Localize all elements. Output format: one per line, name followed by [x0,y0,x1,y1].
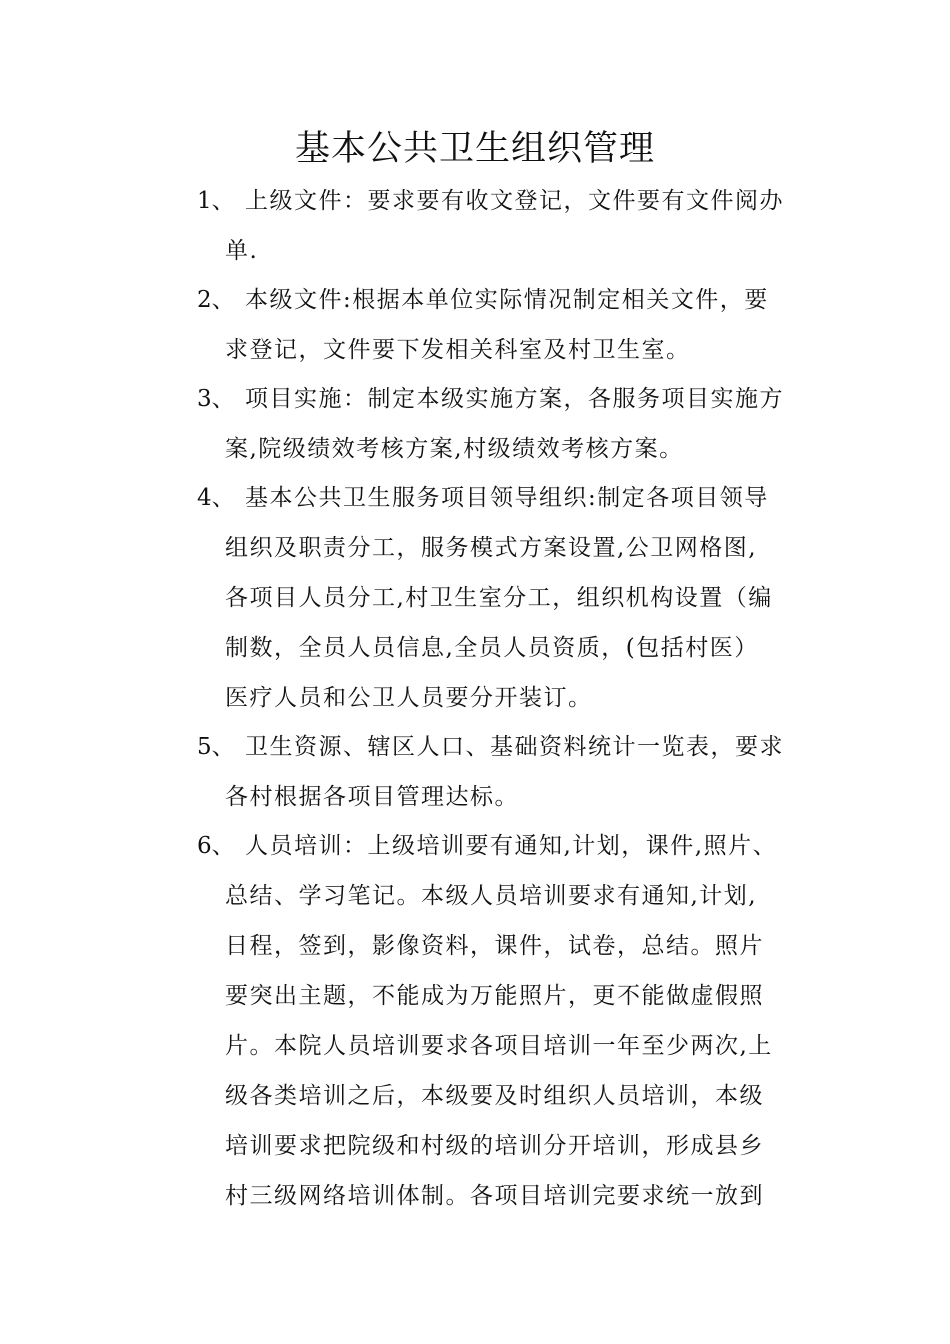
item-text-line: 要突出主题，不能成为万能照片，更不能做虚假照 [225,983,764,1009]
item-text-line: 制数，全员人员信息,全员人员资质，(包括村医） [225,635,759,661]
item-number: 1、 [197,188,235,214]
item-number: 6、 [197,833,235,859]
item-text-line: 上级文件：要求要有收文登记，文件要有文件阅办 [245,188,784,214]
item-text-line: 项目实施：制定本级实施方案，各服务项目实施方 [245,386,784,412]
item-text-line: 各村根据各项目管理达标。 [225,784,519,810]
item-text-line: 村三级网络培训体制。各项目培训完要求统一放到 [225,1183,764,1209]
item-text-line: 日程，签到，影像资料，课件，试卷，总结。照片 [225,933,764,959]
item-text-line: 医疗人员和公卫人员要分开装订。 [225,685,593,711]
item-text-line: 总结、学习笔记。本级人员培训要求有通知,计划, [225,883,758,909]
item-text-line: 培训要求把院级和村级的培训分开培训，形成县乡 [225,1133,764,1159]
list-item [197,275,817,375]
list-item [197,722,817,822]
item-text-line: 人员培训：上级培训要有通知,计划，课件,照片、 [245,833,778,859]
item-number: 4、 [197,485,235,511]
item-number: 5、 [197,734,235,760]
item-text-line: 单. [225,238,259,264]
list-item [197,821,817,1221]
item-text-line: 案,院级绩效考核方案,村级绩效考核方案。 [225,436,684,462]
list-item [197,176,817,276]
item-number: 3、 [197,386,235,412]
item-text-line: 组织及职责分工，服务模式方案设置,公卫网格图, [225,535,758,561]
item-text-line: 本级文件:根据本单位实际情况制定相关文件，要 [245,287,769,313]
item-number: 2、 [197,287,235,313]
list-item [197,473,817,723]
item-text-line: 基本公共卫生服务项目领导组织:制定各项目领导 [245,485,769,511]
item-text-line: 级各类培训之后，本级要及时组织人员培训，本级 [225,1083,764,1109]
document-title: 基本公共卫生组织管理 [294,129,655,169]
item-text-line: 各项目人员分工,村卫生室分工，组织机构设置（编 [225,585,773,611]
item-text-line: 片。本院人员培训要求各项目培训一年至少两次,上 [225,1033,773,1059]
item-text-line: 卫生资源、辖区人口、基础资料统计一览表，要求 [245,734,784,760]
item-text-line: 求登记，文件要下发相关科室及村卫生室。 [225,337,691,363]
list-item [197,374,817,474]
